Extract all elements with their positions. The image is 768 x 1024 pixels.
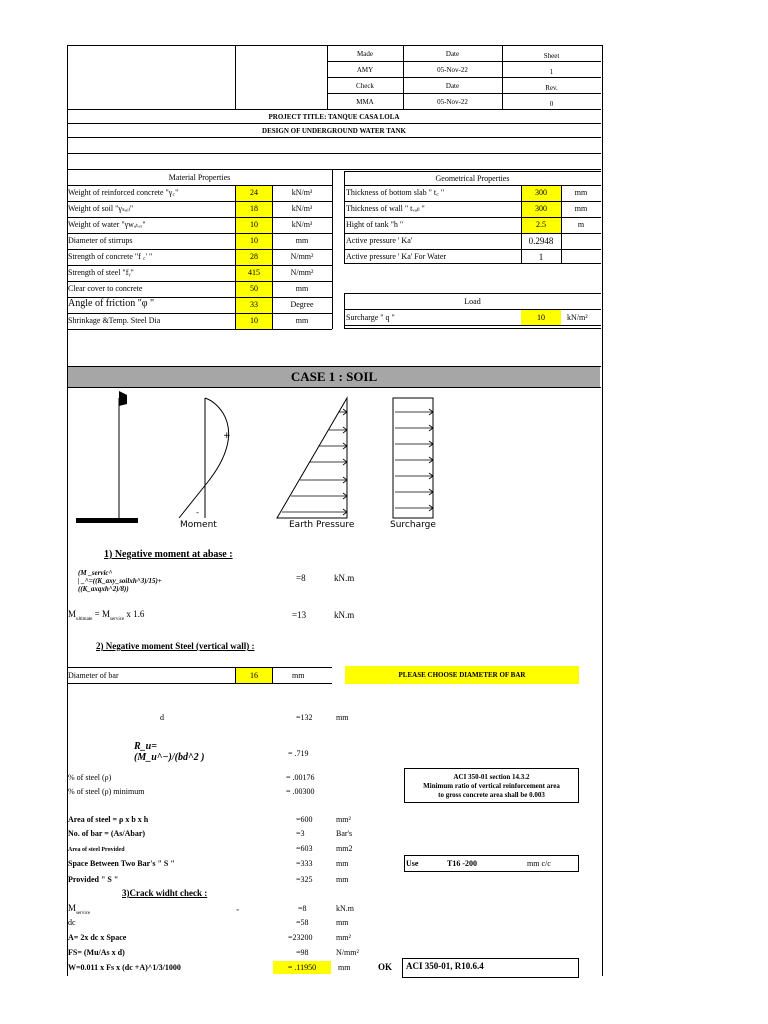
material-value: 28 — [250, 252, 258, 261]
header-row-line — [327, 61, 601, 62]
ms-unit: kN.m — [336, 904, 354, 913]
table-line — [344, 201, 601, 202]
table-line — [344, 249, 601, 250]
moment-label: Moment — [180, 520, 217, 530]
earth-pressure-label: Earth Pressure — [289, 520, 355, 530]
dc-value: =58 — [296, 918, 309, 927]
material-label: Diameter of stirrups — [68, 236, 133, 245]
ru-formula: R_u= (M_u^−)/(bd^2 ) — [134, 741, 205, 763]
earth-pressure-triangle — [277, 398, 347, 518]
m-ultimate-value: =13 — [292, 610, 307, 620]
geometry-value: 0.2948 — [528, 236, 554, 246]
table-line — [67, 281, 332, 282]
material-unit: kN/m³ — [291, 188, 313, 197]
material-unit: kN/m³ — [291, 204, 313, 213]
plus-sign: + — [223, 431, 231, 441]
table-line — [67, 233, 332, 234]
flag-marker — [119, 391, 127, 406]
date-label: Date — [445, 82, 460, 90]
nbar-unit: Bar's — [336, 829, 353, 838]
a-unit: mm² — [336, 933, 351, 942]
material-label: Clear cover to concrete — [68, 284, 143, 293]
material-value: 10 — [250, 220, 258, 229]
surcharge-label: Surcharge " q " — [346, 313, 395, 322]
check-date: 05-Nov-22 — [437, 98, 468, 106]
as-unit: mm² — [336, 815, 351, 824]
table-line — [67, 185, 332, 186]
material-label: Weight of reinforced concrete "γ꜀" — [68, 188, 179, 197]
surcharge-value: 10 — [537, 313, 545, 322]
w-value: = .11950 — [287, 963, 317, 972]
asp-label: Area of steel Provided — [68, 847, 125, 853]
as-value: =600 — [296, 815, 313, 824]
material-label: Shrinkage &Temp. Steel Dia — [68, 316, 161, 325]
material-label: Strength of concrete "f ꜀' " — [68, 252, 153, 261]
dc-unit: mm — [336, 918, 349, 927]
bar-diameter-label: Diameter of bar — [68, 671, 119, 680]
material-value: 18 — [250, 204, 258, 213]
ok-status: OK — [378, 962, 393, 972]
case-title: CASE 1 : SOIL — [290, 369, 378, 384]
ms-equals: = — [236, 908, 240, 914]
table-line — [67, 201, 332, 202]
sheet-value: 1 — [549, 68, 554, 76]
header-row-line — [327, 93, 601, 94]
date-label: Date — [445, 50, 460, 58]
header-row-line — [67, 137, 601, 138]
project-title: PROJECT TITLE: TANQUE CASA LOLA — [268, 113, 400, 121]
provided-s-value: =325 — [296, 875, 313, 884]
asp-unit: mm2 — [336, 844, 353, 853]
as-label: Area of steel = ρ x b x h — [68, 815, 149, 824]
material-unit: kN/m³ — [291, 220, 313, 229]
material-label: Strength of steel "fᵧ" — [68, 268, 134, 277]
pressure-diagrams — [67, 388, 487, 538]
surcharge-unit: kN/m² — [567, 313, 588, 322]
header-row-line — [67, 123, 601, 124]
surcharge-arrows — [395, 409, 433, 511]
w-label: W=0.011 x Fs x (dc +A)^1/3/1000 — [68, 963, 181, 972]
design-title: DESIGN OF UNDERGROUND WATER TANK — [262, 127, 406, 135]
geometry-unit: m — [577, 220, 585, 229]
material-unit: N/mm² — [290, 268, 314, 277]
rho-label: % of steel (ρ) — [68, 773, 112, 782]
section1-title: 1) Negative moment at abase : — [104, 549, 233, 560]
minus-sign: - — [196, 508, 199, 517]
dc-label: dc — [68, 918, 76, 927]
material-value: 24 — [250, 188, 258, 197]
header-divider — [235, 45, 236, 109]
header-row-line — [67, 169, 601, 170]
material-unit: N/mm² — [290, 252, 314, 261]
material-value: 10 — [250, 236, 258, 245]
rev-value: 0 — [549, 100, 554, 108]
m-service-unit: kN.m — [334, 573, 355, 583]
table-line — [332, 169, 333, 329]
rho-value: = .00176 — [286, 773, 315, 782]
material-unit: mm — [295, 236, 309, 245]
aci-note: ACI 350-01 section 14.3.2 Minimum ratio of vertical reinforcement area to gross concrete area shall be 0.003 — [423, 773, 560, 799]
table-line — [344, 233, 601, 234]
moment-formula: (M _servic^ | _^=((K_axy_soilxh^3)/15)+ ((K_axqxh^2)/8)) — [78, 569, 162, 593]
geometry-title: Geometrical Properties — [435, 174, 510, 183]
geometry-label: Thickness of bottom slab " t꜀ " — [346, 188, 445, 197]
w-unit: mm — [338, 963, 351, 972]
m-service-value: =8 — [296, 573, 306, 583]
geometry-value: 300 — [535, 188, 547, 197]
use-value: T16 -200 — [447, 859, 477, 868]
use-label: Use — [406, 859, 419, 868]
nbar-label: No. of bar = (As/Abar) — [68, 829, 146, 838]
a-value: =23200 — [288, 933, 313, 942]
table-line — [344, 309, 601, 310]
surcharge-diagram-label: Surcharge — [390, 520, 436, 530]
material-unit: mm — [295, 316, 309, 325]
table-line — [67, 217, 332, 218]
geometry-label: Thickness of wall " tᵥₐₗₗ " — [346, 204, 425, 213]
bar-diameter-unit: mm — [292, 671, 305, 680]
table-line — [272, 667, 273, 683]
aci-ref: ACI 350-01, R10.6.4 — [406, 961, 484, 971]
moment-curve — [179, 398, 229, 518]
material-value: 33 — [250, 300, 258, 309]
geometry-unit: mm — [574, 204, 588, 213]
use-box — [404, 855, 579, 872]
header-row-line — [67, 109, 601, 110]
geometry-label: Hight of tank "h " — [346, 220, 404, 229]
d-unit: mm — [336, 713, 349, 722]
m-ultimate-unit: kN.m — [334, 610, 355, 620]
use-unit: mm c/c — [527, 859, 551, 868]
surcharge-rectangle — [393, 398, 433, 518]
table-line — [67, 329, 332, 330]
base-slab — [76, 518, 138, 523]
rho-min-value: = .00300 — [286, 787, 315, 796]
header-row-line — [327, 77, 601, 78]
fs-label: FS= (Mu/As x d) — [68, 948, 125, 957]
ms-label: $M_{service}$ — [68, 903, 91, 916]
material-label: Angle of friction "φ " — [68, 298, 155, 309]
geometry-value: 2.5 — [536, 220, 546, 229]
table-line — [67, 313, 332, 314]
fs-value: =98 — [296, 948, 309, 957]
section2-title: 2) Negative moment Steel (vertical wall) : — [96, 641, 255, 651]
check-value: MMA — [356, 98, 374, 106]
sheet-label: Sheet — [543, 52, 560, 60]
spacing-unit: mm — [336, 859, 349, 868]
asp-value: =603 — [296, 844, 313, 853]
choose-bar-note: PLEASE CHOOSE DIAMETER OF BAR — [398, 671, 526, 679]
a-label: A= 2x dc x Space — [68, 933, 127, 942]
ru-value: = .719 — [288, 749, 309, 758]
d-value: =132 — [296, 713, 313, 722]
geometry-value: 1 — [538, 252, 544, 262]
table-line — [67, 249, 332, 250]
table-line — [67, 667, 332, 668]
geometry-value: 300 — [535, 204, 547, 213]
made-value: AMY — [356, 66, 374, 74]
table-line — [67, 683, 332, 684]
geometry-unit: mm — [574, 188, 588, 197]
made-date: 05-Nov-22 — [437, 66, 468, 74]
earth-pressure-arrows — [282, 409, 347, 515]
spacing-value: =333 — [296, 859, 313, 868]
fs-unit: N/mm² — [336, 948, 359, 957]
check-label: Check — [356, 82, 374, 90]
geometry-label: Active pressure ' Ka' — [346, 236, 413, 245]
rho-min-label: % of steel (ρ) minimum — [68, 787, 145, 796]
ms-value: =8 — [298, 904, 307, 913]
provided-s-unit: mm — [336, 875, 349, 884]
material-label: Weight of soil "γₛₒᵢₗ" — [68, 204, 134, 213]
bar-diameter-value: 16 — [250, 671, 258, 680]
m-ultimate-formula: $M_{ultimate} = M_{service}$ x 1.6 — [68, 609, 145, 622]
table-line — [344, 185, 601, 186]
rev-label: Rev. — [545, 84, 558, 92]
spacing-label: Space Between Two Bar's " S " — [68, 859, 175, 868]
material-value: 50 — [250, 284, 258, 293]
material-unit: mm — [295, 284, 309, 293]
table-line — [344, 325, 601, 326]
header-row-line — [67, 153, 601, 154]
d-label: d — [160, 713, 164, 722]
material-title: Material Properties — [168, 173, 231, 182]
load-title: Load — [464, 297, 481, 306]
section3-title: 3)Crack widht check : — [122, 888, 208, 898]
material-unit: Degree — [290, 300, 314, 309]
material-value: 10 — [250, 316, 258, 325]
provided-s-label: Provided " S " — [68, 875, 119, 884]
nbar-value: =3 — [296, 829, 305, 838]
made-label: Made — [357, 50, 373, 58]
table-line — [344, 217, 601, 218]
material-label: Weight of water "γwₐₜₑᵣ" — [68, 220, 146, 229]
table-line — [67, 265, 332, 266]
geometry-label: Active pressure ' Ka' For Water — [346, 252, 447, 261]
material-value: 415 — [248, 268, 260, 277]
